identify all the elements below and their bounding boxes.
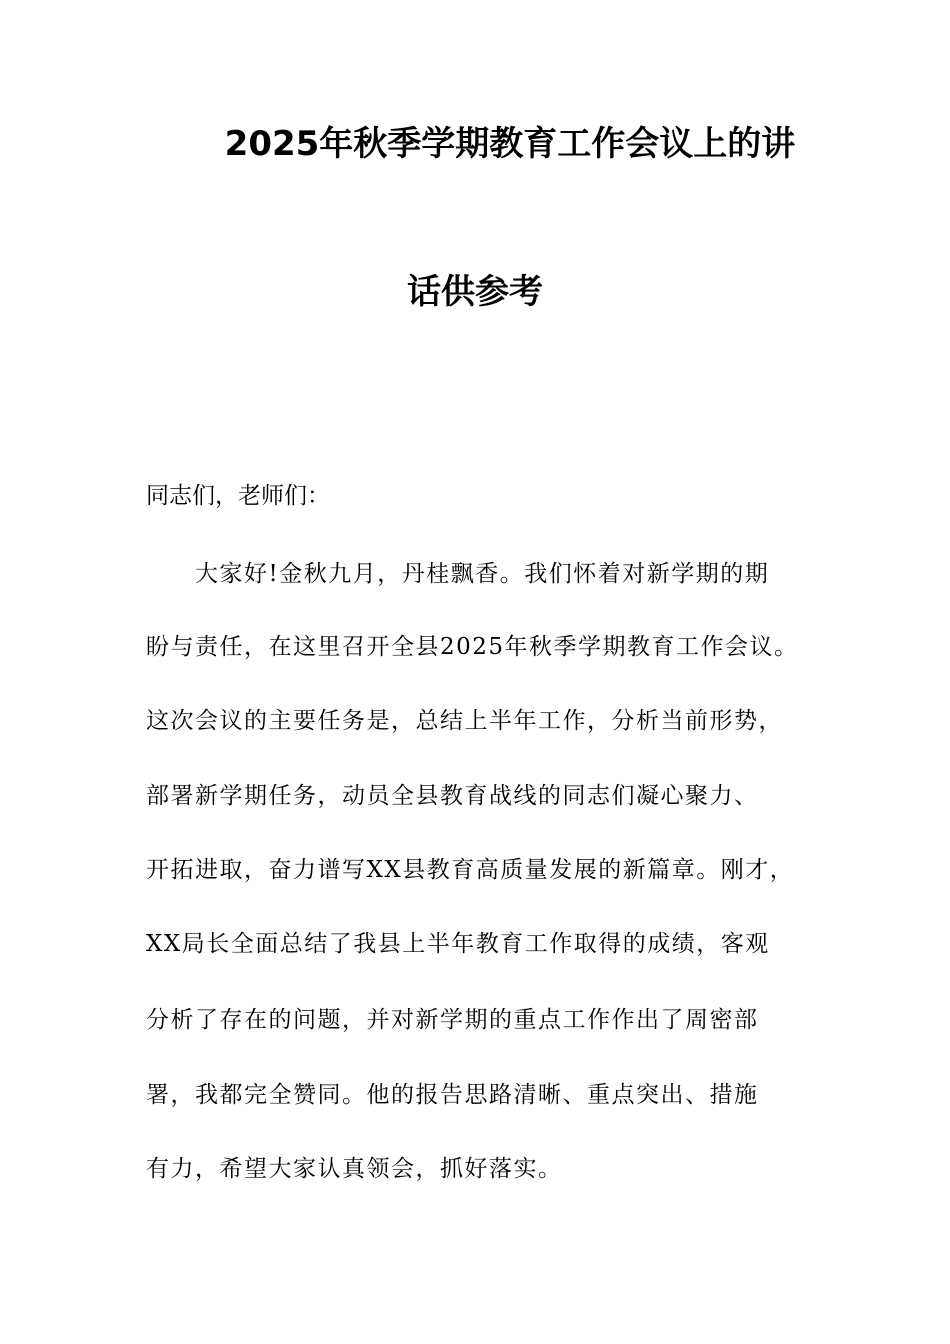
paragraph-line: 这次会议的主要任务是，总结上半年工作，分析当前形势， — [146, 708, 783, 734]
paragraph-line: 分析了存在的问题，并对新学期的重点工作作出了周密部 — [146, 1007, 759, 1033]
paragraph-line: 有力，希望大家认真领会，抓好落实。 — [146, 1156, 563, 1182]
paragraph-line: 开拓进取，奋力谱写XX县教育高质量发展的新篇章。刚才， — [146, 857, 795, 883]
paragraph-line: 部署新学期任务，动员全县教育战线的同志们凝心聚力、 — [146, 783, 759, 809]
paragraph-line: 盼与责任，在这里召开全县2025年秋季学期教育工作会议。 — [146, 634, 799, 660]
paragraph-line: 署，我都完全赞同。他的报告思路清晰、重点突出、措施 — [146, 1082, 759, 1108]
document-title-line-2: 话供参考 — [407, 272, 543, 312]
paragraph-line: 大家好!金秋九月，丹桂飘香。我们怀着对新学期的期 — [195, 561, 770, 587]
paragraph-line: XX局长全面总结了我县上半年教育工作取得的成绩，客观 — [146, 931, 770, 957]
greeting: 同志们，老师们： — [146, 483, 330, 509]
document-title-line-1: 2025年秋季学期教育工作会议上的讲 — [224, 124, 796, 164]
